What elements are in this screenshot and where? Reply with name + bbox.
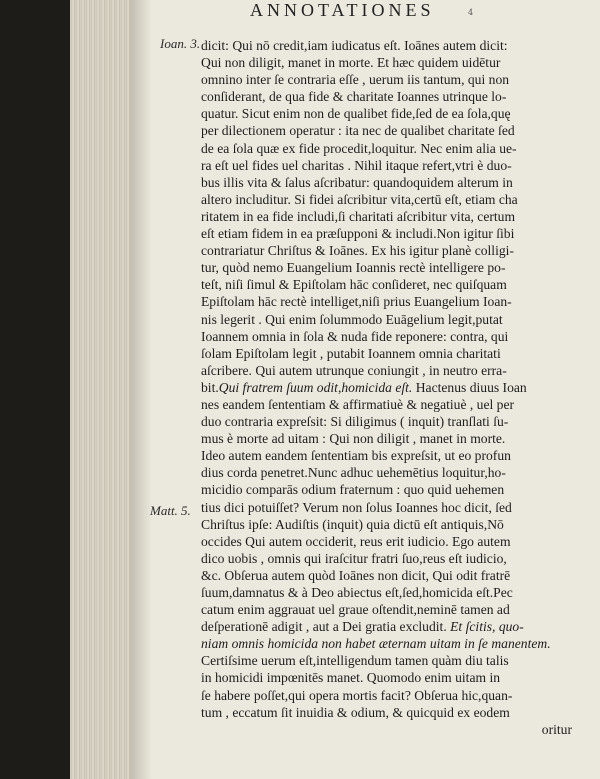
text-line: bit.Qui fratrem ſuum odit,homicida eſt. Hactenus diuus Ioan xyxy=(201,379,527,395)
text-line: aſcribere. Qui autem utrunque coniungit , in neutro erra- xyxy=(201,362,507,378)
running-head: ANNOTATIONES xyxy=(250,0,435,20)
text-line: bus illis vita & ſalus aſcribatur: quandoquidem alterum in xyxy=(201,174,513,190)
signature-mark: 4 xyxy=(468,8,474,17)
text-line: tius dici potuiſſet? Verum non ſolus Ioannes hoc dicit, ſed xyxy=(201,499,512,515)
text-line: mus è morte ad uitam : Qui non diligit , manet in morte. xyxy=(201,431,506,447)
text-line: conſiderant, de qua fide & charitate Ioannes utrinque lo- xyxy=(201,89,507,105)
margin-note-matt: Matt. 5. xyxy=(150,503,191,518)
text-line: in homicidi impœnitēs manet. Quomodo enim uitam in xyxy=(201,670,501,686)
text-line: de ea ſola quæ ex fide procedit,loquitur. Nec enim alia ue- xyxy=(201,140,517,156)
text-line: duo contraria expreſsit: Si diligimus ( inquit) tranſlati ſu- xyxy=(201,414,509,430)
text-line: &c. Obſerua autem quòd Ioānes non dicit, Qui odit fratrē xyxy=(201,567,511,583)
text-line: dicit: Qui nō credit,iam iudicatus eſt. Ioānes autem dicit: xyxy=(201,38,508,53)
text-line: ra eſt uel fides uel charitas . Nihil itaque refert,vtri è duo- xyxy=(201,157,512,173)
text-line: altero includitur. Si fidei aſcribitur vita,certū eſt, etiam cha xyxy=(201,191,518,207)
text-line: nis legerit . Qui enim ſolummodo Euāgelium legit,putat xyxy=(201,311,503,327)
text-line: quatur. Sicut enim non de qualibet fide,ſed de ea ſola,quę xyxy=(201,106,511,122)
text-line: nes eandem ſententiam & affirmatiuè & negatiuè , uel per xyxy=(201,396,515,412)
text-line: omnino inter ſe contraria eſſe , uerum iis tantum, qui non xyxy=(201,72,510,88)
text-line: Epiſtolam hāc rectè intelliget,niſi prius Euangelium Ioan- xyxy=(201,294,512,310)
text-line: occides Qui autem occiderit, reus erit iudicio. Ego autem xyxy=(201,533,511,549)
text-line: tur, quòd nemo Euangelium Ioannis rectè intelligere po- xyxy=(201,260,506,276)
text-line: Ioannem omnia in ſola & nuda fide reponere: contra, qui xyxy=(201,328,509,344)
body-text xyxy=(201,37,586,738)
text-line: dico uobis , omnis qui iraſcitur fratri ſuo,reus eſt iudicio, xyxy=(201,550,507,566)
text-line: micidio comparās odium fraternum : quo quid uehemen xyxy=(201,482,505,498)
text-line: tum , eccatum ſit inuidia & odium, & quicquid ex eodem xyxy=(201,704,510,720)
text-line: Qui non diligit, manet in morte. Et hæc quidem uidētur xyxy=(201,55,501,71)
text-line: Ideo autem eandem ſententiam bis expreſsit, ut eo profun xyxy=(201,448,511,464)
text-line: ritatem in ea fide includi,ſi charitati aſcribitur vita, certum xyxy=(201,208,516,224)
margin-note-ioan: Ioan. 3. xyxy=(160,36,201,51)
text-line: catum enim aggrauat uel graue oſtendit,neminē tamen ad xyxy=(201,602,510,618)
text-line: contrariatur Chriſtus & Ioānes. Ex his igitur planè colligi- xyxy=(201,243,514,259)
text-line: ſuum,damnatus & à Deo abiectus eſt,ſed,homicida eſt.Pec xyxy=(201,585,513,600)
text-line: ſolam Epiſtolam legit , putabit Ioannem omnia charitati xyxy=(201,345,501,361)
text-line: deſperationē adigit , aut a Dei gratia excludit. Et ſcitis, quo- xyxy=(201,619,524,635)
text-line: Chriſtus ipſe: Audiſtis (inquit) quia dictū eſt antiquis,Nō xyxy=(201,516,504,532)
text-line: teſt, niſi ſimul & Epiſtolam hāc conſideret, nec quiſquam xyxy=(201,277,507,293)
text-line: Certiſsime uerum eſt,intelligendum tamen quàm diu talis xyxy=(201,653,509,669)
text-line: dius corda penetret.Nunc adhuc uehemētius loquitur,ho- xyxy=(201,465,506,481)
catchword: oritur xyxy=(541,721,572,737)
text-line: eſt etiam fidem in ea præſupponi & includi.Non igitur ſibi xyxy=(201,226,515,242)
text-line: ſe habere poſſet,qui opera mortis facit? Obſerua hic,quan- xyxy=(201,687,513,703)
text-line: niam omnis homicida non habet æternam uitam in ſe manentem. xyxy=(201,636,551,652)
book-page-edges xyxy=(70,0,133,779)
text-line: per dilectionem operatur : ita nec de qualibet charitate ſed xyxy=(201,123,515,139)
